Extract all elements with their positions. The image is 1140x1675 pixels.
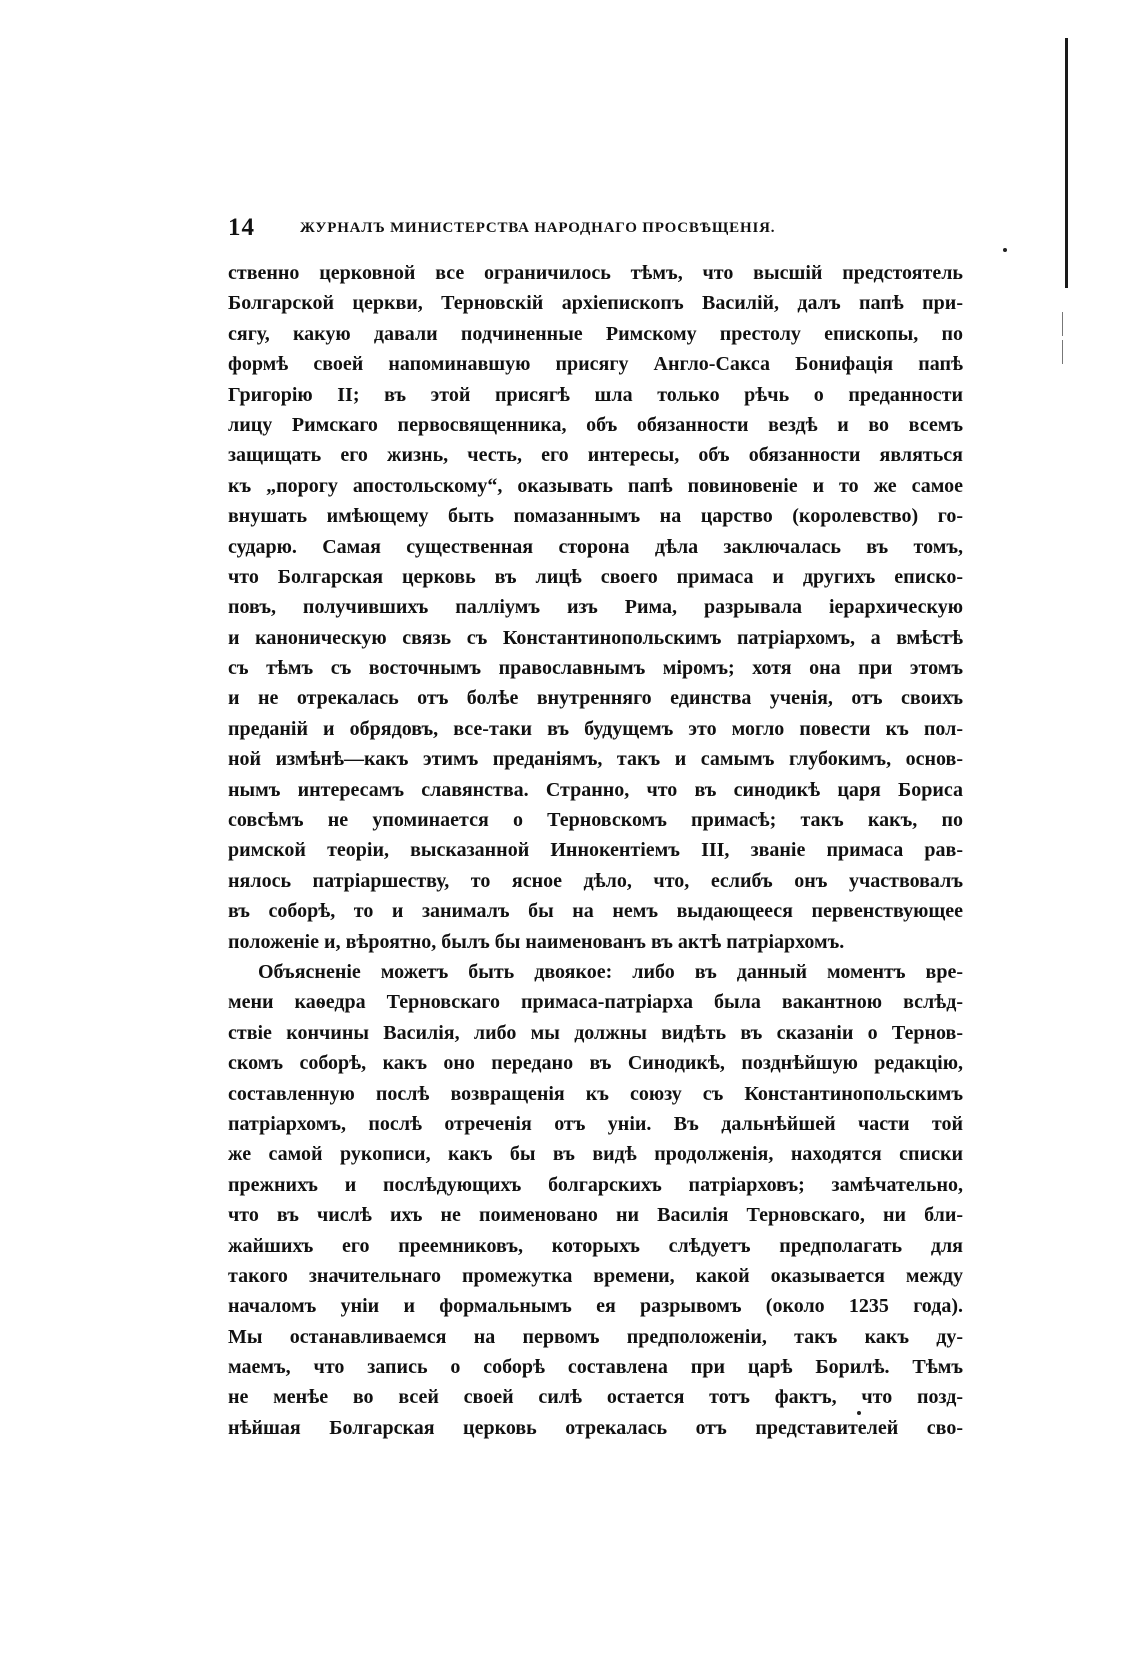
- text-line: жайшихъ его преемниковъ, которыхъ слѣдуетъ предполагать для: [228, 1234, 963, 1257]
- text-line: ственно церковной все ограничилось тѣмъ, что высшій предстоятель: [228, 262, 963, 284]
- paragraph-end-line: положеніе и, вѣроятно, былъ бы наименованъ въ актѣ патріархомъ.: [228, 930, 845, 953]
- text-line: нялось патріаршеству, то ясное дѣло, что, еслибъ онъ участвовалъ: [228, 869, 963, 892]
- text-line: началомъ уніи и формальнымъ ея разрывомъ (около 1235 года).: [228, 1295, 963, 1318]
- text-line: Мы останавливаемся на первомъ предположеніи, такъ какъ ду-: [228, 1325, 963, 1348]
- text-line: формѣ своей напоминавшую присягу Англо-Сакса Бонифація папѣ: [228, 353, 963, 376]
- page-header: [228, 214, 963, 246]
- text-line: что Болгарская церковь въ лицѣ своего примаса и другихъ еписко-: [228, 565, 963, 588]
- text-line: римской теоріи, высказанной Иннокентіемъ III, званіе примаса рав-: [228, 839, 963, 862]
- text-line: прежнихъ и послѣдующихъ болгарскихъ патріарховъ; замѣчательно,: [228, 1173, 963, 1196]
- text-line: же самой рукописи, какъ бы въ видѣ продолженія, находятся списки: [228, 1143, 963, 1166]
- print-speck: [857, 1411, 861, 1415]
- text-line: скомъ соборѣ, какъ оно передано въ Синодикѣ, позднѣйшую редакцію,: [228, 1052, 963, 1075]
- text-line: въ соборѣ, то и занималъ бы на немъ выдающееся первенствующее: [228, 900, 963, 923]
- text-line: Болгарской церкви, Терновскій архіепископъ Василій, далъ папѣ при-: [228, 292, 963, 315]
- text-line: ной измѣнѣ—какъ этимъ преданіямъ, такъ и самымъ глубокимъ, основ-: [228, 748, 963, 771]
- text-line: нѣйшая Болгарская церковь отрекалась отъ представителей сво-: [228, 1416, 963, 1439]
- text-line: маемъ, что запись о соборѣ составлена при царѣ Борилѣ. Тѣмъ: [228, 1356, 963, 1379]
- text-line: преданій и обрядовъ, все-таки въ будущемъ это могло повести къ пол-: [228, 717, 963, 740]
- text-line: защищать его жизнь, честь, его интересы, объ обязанности являться: [228, 444, 963, 467]
- paragraph-start-line: Объясненіе можетъ быть двоякое: либо въ данный моментъ вре-: [258, 960, 963, 983]
- text-line: и не отрекалась отъ болѣе внутренняго единства ученія, отъ своихъ: [228, 687, 963, 710]
- page-edge-tick: [1062, 312, 1063, 336]
- text-line: сягу, какую давали подчиненные Римскому престолу епископы, по: [228, 322, 963, 345]
- text-line: совсѣмъ не упоминается о Терновскомъ примасѣ; такъ какъ, по: [228, 809, 963, 832]
- print-speck: [1003, 248, 1007, 252]
- text-line: нымъ интересамъ славянства. Странно, что въ синодикѣ царя Бориса: [228, 778, 963, 801]
- text-line: сударю. Самая существенная сторона дѣла заключалась въ томъ,: [228, 535, 963, 558]
- body-text: [228, 258, 963, 1443]
- running-title: ЖУРНАЛЪ МИНИСТЕРСТВА НАРОДНАГО ПРОСВѢЩЕНІЯ.: [300, 220, 776, 236]
- text-line: что въ числѣ ихъ не поименовано ни Василія Терновскаго, ни бли-: [228, 1204, 963, 1227]
- text-line: мени каѳедра Терновскаго примаса-патріарха была вакантною вслѣд-: [228, 991, 963, 1014]
- text-line: лицу Римскаго первосвященника, объ обязанности вездѣ и во всемъ: [228, 413, 963, 436]
- text-line: внушать имѣющему быть помазаннымъ на царство (королевство) го-: [228, 505, 963, 528]
- text-line: и каноническую связь съ Константинопольскимъ патріархомъ, а вмѣстѣ: [228, 626, 963, 649]
- page-edge-tick: [1062, 340, 1063, 364]
- page-edge-line: [1065, 38, 1068, 288]
- text-line: Григорію II; въ этой присягѣ шла только рѣчь о преданности: [228, 383, 963, 406]
- text-line: составленную послѣ возвращенія къ союзу съ Константинопольскимъ: [228, 1082, 963, 1105]
- text-line: повъ, получившихъ палліумъ изъ Рима, разрывала іерархическую: [228, 596, 963, 619]
- text-line: патріархомъ, послѣ отреченія отъ уніи. Въ дальнѣйшей части той: [228, 1112, 963, 1135]
- text-line: съ тѣмъ съ восточнымъ православнымъ міромъ; хотя она при этомъ: [228, 657, 963, 680]
- text-line: ствіе кончины Василія, либо мы должны видѣть въ сказаніи о Тернов-: [228, 1021, 963, 1044]
- text-line: такого значительнаго промежутка времени, какой оказывается между: [228, 1264, 963, 1287]
- text-line: не менѣе во всей своей силѣ остается тотъ фактъ, что позд-: [228, 1386, 963, 1409]
- page-number: 14: [228, 214, 255, 241]
- text-line: къ „порогу апостольскому“, оказывать папѣ повиновеніе и то же самое: [228, 474, 963, 497]
